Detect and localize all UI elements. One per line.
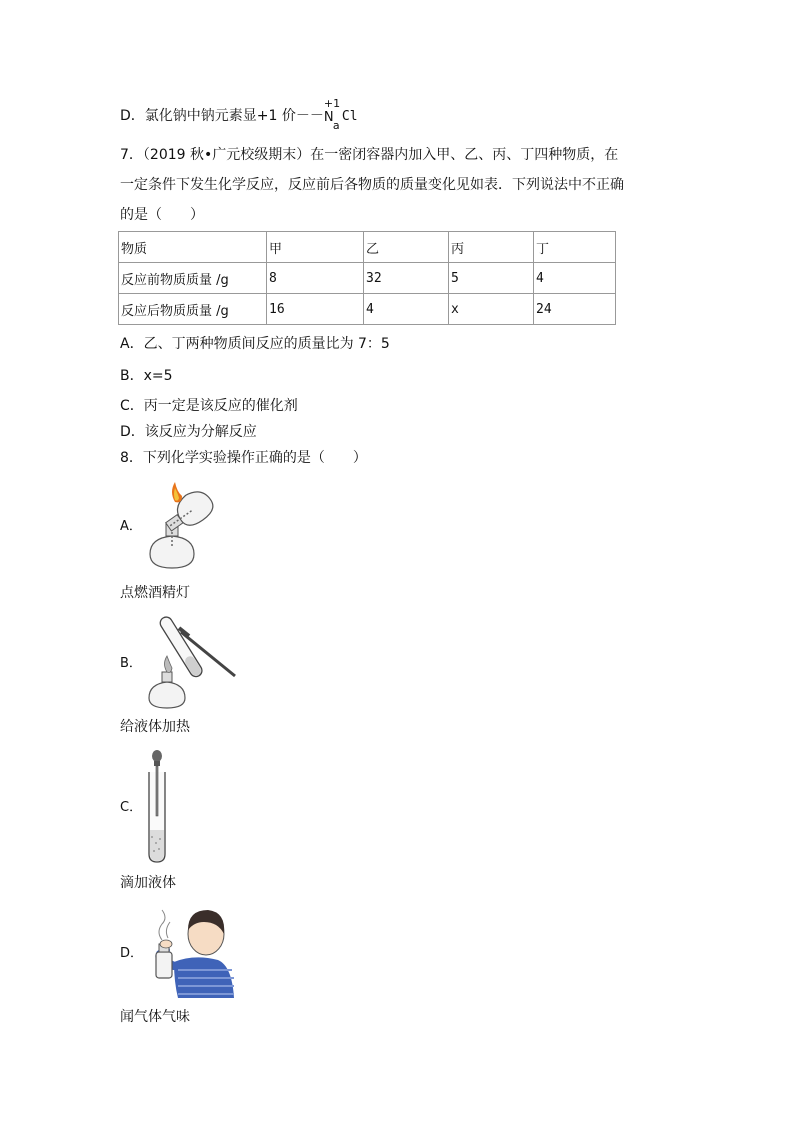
q8-option-d-letter: D． (120, 946, 144, 961)
q6-option-d-text: D．氯化钠中钠元素显+1 价－－ (120, 108, 324, 124)
q8-option-b-caption: 给液体加热 (120, 719, 190, 735)
q7-option-a: A．乙、丁两种物质间反应的质量比为 7：5 (120, 336, 390, 352)
sodium-formula: +1 N a (324, 106, 342, 126)
q8-option-c-letter: C． (120, 800, 143, 815)
q8-option-c-caption: 滴加液体 (120, 875, 176, 891)
q8-option-b-letter: B． (120, 656, 142, 671)
q7-option-b: B．x=5 (120, 368, 173, 384)
heating-test-tube-image (143, 608, 239, 712)
alcohol-lamp-lighting-image (142, 478, 224, 572)
q7-stem: 7．（2019 秋•广元校级期末）在一密闭容器内加入甲、乙、丙、丁四种物质，在 一定条件下发生化学反应，反应前后各物质的质量变化见如表．下列说法中不正确 的是（ ） (120, 147, 624, 223)
chlorine-symbol: Cl (341, 109, 358, 124)
table-row: 反应前物质质量 /g 8 32 5 4 (119, 263, 616, 294)
smelling-gas-image (144, 900, 236, 998)
dropper-test-tube-image (142, 750, 172, 866)
q8-stem: 8．下列化学实验操作正确的是（ ） (120, 450, 367, 466)
q8-option-a-caption: 点燃酒精灯 (120, 585, 190, 601)
table-row: 物质 甲 乙 丙 丁 (119, 232, 616, 263)
valence-superscript: +1 (323, 97, 341, 110)
q8-option-a-letter: A． (120, 519, 142, 534)
q7-option-d: D．该反应为分解反应 (120, 424, 257, 440)
q6-option-d (120, 97, 358, 132)
q7-option-c: C．丙一定是该反应的催化剂 (120, 398, 298, 414)
mass-table (118, 231, 616, 325)
table-row: 反应后物质质量 /g 16 4 x 24 (119, 294, 616, 325)
q8-option-d-caption: 闻气体气味 (120, 1009, 190, 1025)
